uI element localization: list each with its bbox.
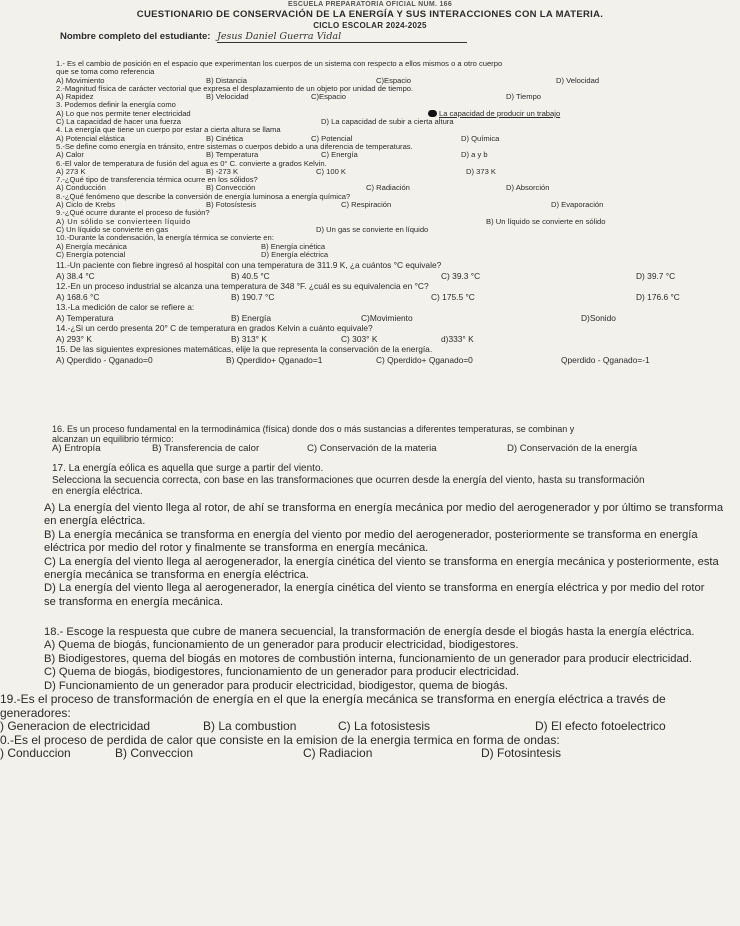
- q5-text: 5.-Se define como energía en tránsito, entre sistemas o cuerpos debido a una diferencia de temperaturas.: [56, 141, 413, 151]
- q9-option-c[interactable]: C) Un líquido se convierte en gas: [56, 224, 169, 234]
- q1-option-d[interactable]: D) Velocidad: [556, 75, 600, 85]
- q17-option-b[interactable]: B) La energía mecánica se transforma en energía del viento por medio del aerogenerador, posteriormente se transforma en energía: [44, 528, 698, 541]
- q8-option-c[interactable]: C) Respiración: [341, 200, 392, 210]
- q9-option-d[interactable]: D) Un gas se convierte en líquido: [316, 224, 429, 234]
- q18-option-c[interactable]: C) Quema de biogás, biodigestores, funcionamiento de un generador para producir electricidad.: [44, 666, 520, 679]
- q10-option-c[interactable]: C) Energía potencial: [56, 249, 126, 259]
- q1-option-a[interactable]: A) Movimiento: [56, 75, 105, 85]
- q3-option-d[interactable]: D) La capacidad de subir a cierta altura: [321, 117, 454, 127]
- q3-text: 3. Podemos definir la energía como: [56, 100, 176, 110]
- q15-option-d[interactable]: Qperdido - Qganado=-1: [561, 354, 650, 365]
- q2-text: 2.-Magnitud física de carácter vectorial que expresa el desplazamiento de un objeto por unidad de tiempo.: [56, 83, 414, 93]
- q17-option-d[interactable]: D) La energía del viento llega al aerogenerador, la energía cinética del viento se transforma en energía eléctrica y por medio del rotor: [44, 582, 705, 595]
- q2-option-d[interactable]: D) Tiempo: [506, 92, 542, 102]
- q19-option-a[interactable]: ) Generacion de electricidad: [0, 719, 151, 733]
- question-16: [52, 424, 720, 454]
- q13-option-d[interactable]: D)Sonido: [581, 312, 616, 323]
- q6-option-b[interactable]: B) -273 K: [206, 166, 239, 176]
- student-label: Nombre completo del estudiante:: [60, 31, 211, 42]
- q5-option-a[interactable]: A) Calor: [56, 150, 84, 160]
- q6-option-a[interactable]: A) 273 K: [56, 166, 86, 176]
- q16-option-d[interactable]: D) Conservación de la energía: [507, 443, 638, 454]
- q11-option-c[interactable]: C) 39.3 °C: [441, 270, 481, 281]
- q2-option-a[interactable]: A) Rapidez: [56, 92, 94, 102]
- q7-option-d[interactable]: D) Absorción: [506, 183, 550, 193]
- q4-text: 4. La energía que tiene un cuerpo por estar a cierta altura se llama: [56, 125, 281, 135]
- q17-text-cont2: en energía eléctrica.: [52, 486, 143, 497]
- q1-text-cont: que se toma como referencia: [56, 67, 155, 77]
- q16-text: 16. Es un proceso fundamental en la termodinámica (física) donde dos o más sustancias a diferentes temperaturas, se combinan y: [52, 424, 575, 434]
- q17-option-a[interactable]: A) La energía del viento llega al rotor, de ahí se transforma en energía mecánica por medio del aerogenerador y por último se transforma: [44, 502, 724, 514]
- q8-option-a[interactable]: A) Ciclo de Krebs: [56, 200, 116, 210]
- q20-option-d[interactable]: D) Fotosintesis: [481, 746, 562, 760]
- q7-option-c[interactable]: C) Radiación: [366, 183, 410, 193]
- q6-option-c[interactable]: C) 100 K: [316, 166, 346, 176]
- questions-1-10: [56, 60, 716, 365]
- q19-option-d[interactable]: D) El efecto fotoelectrico: [535, 719, 666, 733]
- q15-option-c[interactable]: C) Qperdido+ Qganado=0: [376, 354, 473, 365]
- q17-option-c-cont: energía mecánica se transforma en energía eléctrica.: [44, 569, 309, 582]
- q11-text: 11.-Un paciente con fiebre ingresó al hospital con una temperatura de 311.9 K, ¿a cuántos °C equivale?: [56, 260, 442, 271]
- q8-option-b[interactable]: B) Fotosístesis: [206, 200, 257, 210]
- q19-option-b[interactable]: B) La combustion: [203, 719, 297, 733]
- school-name: ESCUELA PREPARATORIA OFICIAL NUM. 166: [287, 1, 453, 8]
- q11-option-b[interactable]: B) 40.5 °C: [231, 270, 270, 281]
- q1-text: 1.- Es el cambio de posición en el espacio que experimentan los cuerpos de un sistema con respecto a ellos mismos o a otro cuerpo: [56, 59, 503, 68]
- q10-options-ab: [56, 243, 716, 251]
- q7-option-b[interactable]: B) Convección: [206, 183, 256, 193]
- q6-text: 6.-El valor de temperatura de fusión del agua es 0° C. convierte a grados Kelvin.: [56, 158, 327, 168]
- document-header: [0, 0, 740, 30]
- q12-option-b[interactable]: B) 190.7 °C: [231, 291, 275, 302]
- q7-option-a[interactable]: A) Conducción: [56, 183, 106, 193]
- questions-19-20: [0, 693, 740, 761]
- q17-text: 17. La energía eólica es aquella que surge a partir del viento.: [52, 463, 324, 474]
- q13-option-a[interactable]: A) Temperatura: [56, 312, 114, 323]
- q11-option-a[interactable]: A) 38.4 °C: [56, 270, 95, 281]
- q4-option-c[interactable]: C) Potencial: [311, 133, 353, 143]
- q3-option-b-label: La capacidad de producir un trabajo: [439, 108, 561, 118]
- q13-text: 13.-La medición de calor se refiere a:: [56, 302, 195, 313]
- q5-option-b[interactable]: B) Temperatura: [206, 150, 259, 160]
- q3-option-c[interactable]: C) La capacidad de hacer una fuerza: [56, 117, 181, 127]
- q17-text-cont: Selecciona la secuencia correcta, con base en las transformaciones que ocurren desde la energía del viento, hasta su transformación: [52, 474, 645, 486]
- q12-option-d[interactable]: D) 176.6 °C: [636, 291, 680, 302]
- q13-option-c[interactable]: C)Movimiento: [361, 312, 413, 323]
- question-18: [44, 626, 734, 693]
- q2-option-c[interactable]: C)Espacio: [311, 92, 347, 102]
- q11-options: [56, 271, 716, 282]
- q17-option-d-cont: se transforma en energía mecánica.: [44, 595, 224, 608]
- q9-option-b[interactable]: B) Un líquido se convierte en sólido: [486, 216, 606, 226]
- q17-option-c[interactable]: C) La energía del viento llega al aerogenerador, la energía cinética del viento se transforma en energía mecánica y posteriormente, esta: [44, 555, 719, 568]
- q12-text: 12.-En un proceso industrial se alcanza una temperatura de 348 °F. ¿cuál es su equivalencia en °C?: [56, 281, 429, 292]
- q10-text: 10.-Durante la condensación, la energía térmica se convierte en:: [56, 233, 274, 243]
- q16-option-b[interactable]: B) Transferencia de calor: [152, 443, 260, 454]
- question-17: [52, 463, 720, 498]
- q12-option-a[interactable]: A) 168.6 °C: [56, 291, 100, 302]
- q16-options: [52, 444, 720, 454]
- q1-option-b[interactable]: B) Distancia: [206, 75, 247, 85]
- q20-option-c[interactable]: C) Radiacion: [303, 746, 373, 760]
- document-title: CUESTIONARIO DE CONSERVACIÓN DE LA ENERGÍA Y SUS INTERACCIONES CON LA MATERIA.: [136, 9, 604, 20]
- q1-option-c[interactable]: C)Espacio: [376, 75, 412, 85]
- q4-option-d[interactable]: D) Química: [461, 133, 500, 143]
- q20-option-b[interactable]: B) Conveccion: [115, 746, 194, 760]
- q5-option-c[interactable]: C) Energía: [321, 150, 358, 160]
- q10-option-d[interactable]: D) Energía eléctrica: [261, 249, 329, 259]
- q14-text: 14.-¿Si un cerdo presenta 20° C de temperatura en grados Kelvin a cuánto equivale?: [56, 323, 373, 334]
- q19-option-c[interactable]: C) La fotosistesis: [338, 719, 431, 733]
- q20-options: [0, 747, 740, 761]
- q8-text: 8.-¿Qué fenómeno que describe la conversión de energía luminosa a energía química?: [56, 191, 351, 201]
- student-name-handwritten: Jesus Daniel Guerra Vidal: [217, 31, 467, 43]
- q18-option-a[interactable]: A) Quema de biogás, funcionamiento de un generador para producir electricidad, biodigestores.: [44, 639, 519, 652]
- q19-options: [0, 720, 740, 734]
- q14-option-b[interactable]: B) 313° K: [231, 333, 267, 344]
- q6-option-d[interactable]: D) 373 K: [466, 166, 496, 176]
- q12-option-c[interactable]: C) 175.5 °C: [431, 291, 475, 302]
- q4-option-a[interactable]: A) Potencial elástica: [56, 133, 125, 143]
- q15-options: [56, 355, 716, 366]
- q9-text: 9.-¿Qué ocurre durante el proceso de fusión?: [56, 208, 210, 218]
- q9-option-a[interactable]: A) Un sólido se convierteen líquido: [56, 216, 191, 226]
- q16-option-c[interactable]: C) Conservación de la materia: [307, 443, 437, 454]
- q14-option-d[interactable]: d)333° K: [441, 333, 474, 344]
- q18-option-b[interactable]: B) Biodigestores, quema del biogás en motores de combustión interna, funcionamiento de un generador para producir electricidad.: [44, 652, 693, 665]
- q19-text: 19.-Es el proceso de transformación de energía en el que la energía mecánica se transforma en energía eléctrica a través de: [0, 692, 666, 706]
- q2-option-b[interactable]: B) Velocidad: [206, 92, 249, 102]
- q14-option-c[interactable]: C) 303° K: [341, 333, 378, 344]
- q17-option-a-cont: en energía eléctrica.: [44, 515, 146, 528]
- q18-option-d[interactable]: D) Funcionamiento de un generador para producir electricidad, biodigestor, quema de biogás.: [44, 679, 508, 692]
- q12-options: [56, 292, 716, 303]
- q16-option-a[interactable]: A) Entropía: [52, 443, 101, 454]
- q14-option-a[interactable]: A) 293° K: [56, 333, 92, 344]
- q13-option-b[interactable]: B) Energía: [231, 312, 272, 323]
- q14-options: [56, 334, 716, 345]
- q11-option-d[interactable]: D) 39.7 °C: [636, 270, 676, 281]
- school-cycle: CICLO ESCOLAR 2024-2025: [313, 21, 427, 30]
- q4-option-b[interactable]: B) Cinética: [206, 133, 244, 143]
- q15-text: 15. De las siguientes expresiones matemáticas, elije la que representa la conservación de la energía.: [56, 344, 433, 355]
- q3-option-a[interactable]: A) Lo que nos permite tener electricidad: [56, 108, 191, 118]
- q10-option-a[interactable]: A) Energía mecánica: [56, 241, 127, 251]
- q17-options: [44, 502, 734, 609]
- q15-option-a[interactable]: A) Qperdido - Qganado=0: [56, 354, 153, 365]
- q20-option-a[interactable]: ) Conduccion: [0, 746, 71, 760]
- q7-text: 7.-¿Qué tipo de transferencia térmica ocurre en los sólidos?: [56, 175, 258, 185]
- q16-text-cont: alcanzan un equilibrio térmico:: [52, 434, 174, 444]
- q17-option-b-cont: eléctrica por medio del rotor y finalmente se transforma en energía mecánica.: [44, 542, 429, 555]
- q8-option-d[interactable]: D) Evaporación: [551, 200, 604, 210]
- q13-options: [56, 313, 716, 324]
- student-name-line: [60, 31, 467, 43]
- q18-text: 18.- Escoge la respuesta que cubre de manera secuencial, la transformación de energía desde el biogás hasta la energía eléctrica.: [44, 626, 695, 638]
- questions-11-15: [56, 260, 716, 365]
- q20-text: 0.-Es el proceso de perdida de calor que consiste en la emision de la energia termica en forma de ondas:: [0, 732, 560, 747]
- q15-option-b[interactable]: B) Qperdido+ Qganado=1: [226, 354, 323, 365]
- q10-options-cd: [56, 251, 716, 259]
- q10-option-b[interactable]: B) Energía cinética: [261, 241, 326, 251]
- q19-text-cont: generadores:: [0, 705, 71, 720]
- q5-option-d[interactable]: D) a y b: [461, 150, 488, 160]
